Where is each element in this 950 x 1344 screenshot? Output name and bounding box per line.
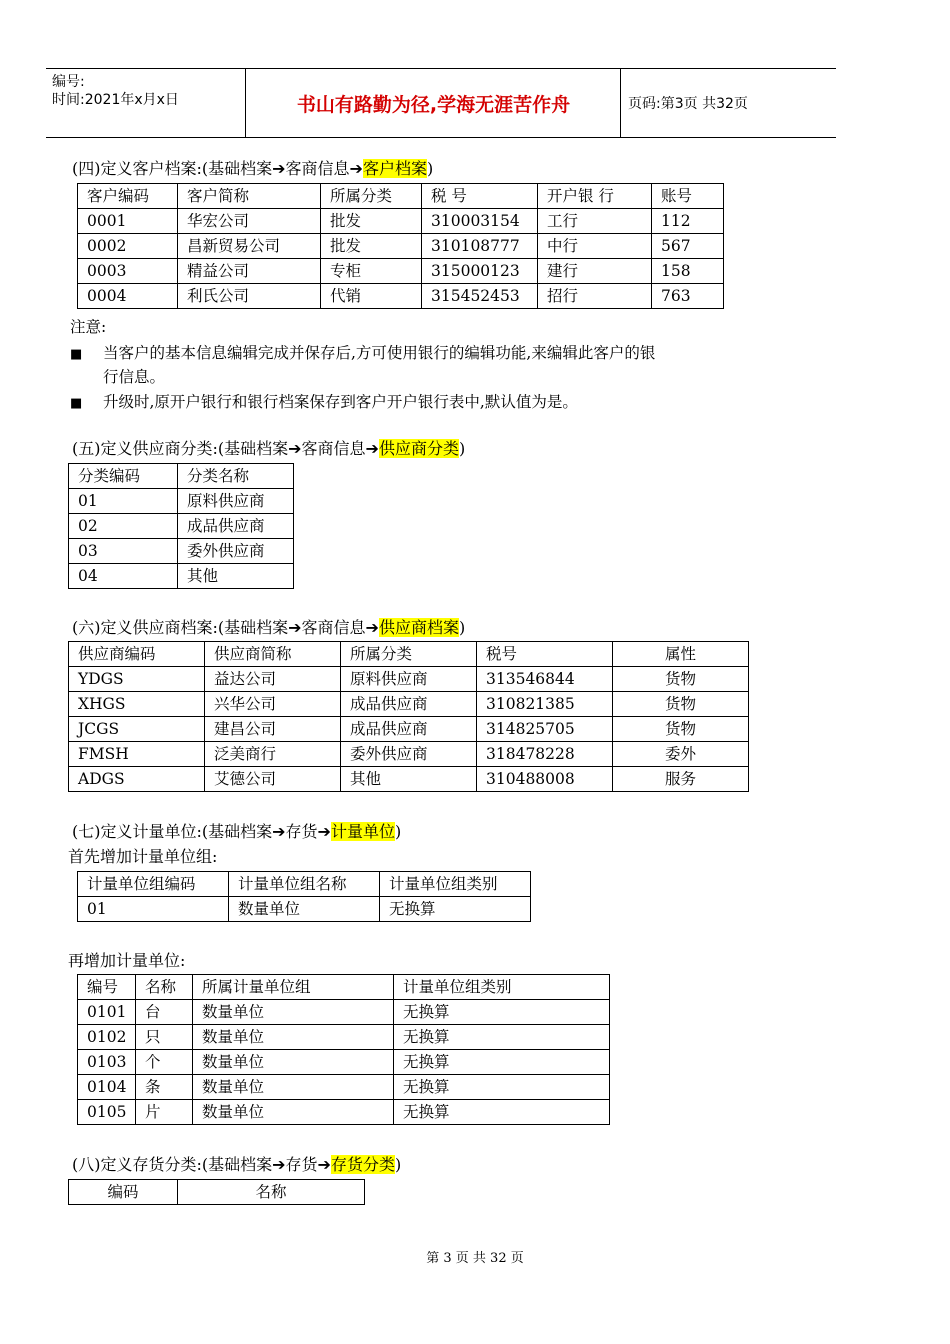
table-row [78, 1050, 610, 1075]
note-2: ■ 升级时,原开户银行和银行档案保存到客户开户银行表中,默认值为是。 [70, 393, 578, 411]
table-cell: 昌新贸易公司 [178, 234, 321, 259]
table-cell: 条 [136, 1075, 193, 1100]
table-header-cell: 客户编码 [78, 184, 178, 209]
table-cell: 数量单位 [193, 1100, 394, 1125]
table-cell: ADGS [69, 767, 205, 792]
table-cell: 代销 [321, 284, 422, 309]
table-cell: 无换算 [394, 1075, 610, 1100]
section-7-title: (七)定义计量单位:(基础档案➔存货➔计量单位) [72, 822, 402, 841]
table-cell: 0104 [78, 1075, 136, 1100]
table-header-row [69, 1180, 365, 1205]
supplier-class-table [68, 463, 294, 589]
section-5-title: (五)定义供应商分类:(基础档案➔客商信息➔供应商分类) [72, 439, 466, 458]
table-row [78, 234, 724, 259]
number-label: 编号: [52, 74, 85, 90]
table-header-cell: 所属分类 [321, 184, 422, 209]
table-cell: 只 [136, 1025, 193, 1050]
table-cell: 无换算 [394, 1050, 610, 1075]
arrow-icon: ➔ [272, 159, 286, 178]
table-cell: 310821385 [477, 692, 613, 717]
table-cell: 成品供应商 [178, 514, 294, 539]
table-cell: 泛美商行 [205, 742, 341, 767]
bullet-icon: ■ [70, 347, 83, 362]
unit-group-intro: 首先增加计量单位组: [68, 847, 218, 866]
table-cell: 0001 [78, 209, 178, 234]
table-row [78, 1075, 610, 1100]
arrow-icon: ➔ [349, 159, 363, 178]
table-cell: 利氏公司 [178, 284, 321, 309]
table-row [69, 667, 749, 692]
table-header-cell: 供应商简称 [205, 642, 341, 667]
table-header-row [78, 975, 610, 1000]
arrow-icon: ➔ [317, 1155, 331, 1174]
table-header-cell: 属性 [613, 642, 749, 667]
table-cell: 数量单位 [193, 1050, 394, 1075]
table-cell: 310108777 [422, 234, 538, 259]
arrow-icon: ➔ [365, 618, 379, 637]
arrow-icon: ➔ [272, 1155, 286, 1174]
table-cell: 0105 [78, 1100, 136, 1125]
table-cell: 数量单位 [229, 897, 380, 922]
table-cell: 其他 [341, 767, 477, 792]
customer-table [77, 183, 724, 309]
table-header-cell: 分类名称 [178, 464, 294, 489]
unit-intro: 再增加计量单位: [68, 951, 186, 970]
table-cell: 片 [136, 1100, 193, 1125]
table-header-cell: 税号 [477, 642, 613, 667]
header-page-label: 页码:第3页 共32页 [628, 96, 748, 112]
table-cell: 01 [78, 897, 229, 922]
table-cell: 中行 [538, 234, 652, 259]
table-cell: 货物 [613, 692, 749, 717]
table-row [78, 259, 724, 284]
table-cell: 精益公司 [178, 259, 321, 284]
table-cell: YDGS [69, 667, 205, 692]
table-cell: 成品供应商 [341, 692, 477, 717]
table-cell: 313546844 [477, 667, 613, 692]
table-header-cell: 名称 [178, 1180, 365, 1205]
table-cell: 158 [652, 259, 724, 284]
table-row [69, 489, 294, 514]
table-cell: 建昌公司 [205, 717, 341, 742]
inventory-class-table [68, 1179, 365, 1205]
arrow-icon: ➔ [288, 618, 302, 637]
table-row [78, 209, 724, 234]
section-4-title: (四)定义客户档案:(基础档案➔客商信息➔客户档案) [72, 159, 434, 178]
table-cell: 0102 [78, 1025, 136, 1050]
time-label: 时间:2021年x月x日 [52, 92, 179, 108]
table-cell: 华宏公司 [178, 209, 321, 234]
table-cell: 招行 [538, 284, 652, 309]
table-cell: 04 [69, 564, 178, 589]
table-header-cell: 税 号 [422, 184, 538, 209]
table-cell: 专柜 [321, 259, 422, 284]
page-header [46, 68, 836, 138]
table-header-cell: 所属分类 [341, 642, 477, 667]
table-cell: 数量单位 [193, 1000, 394, 1025]
section-6-title: (六)定义供应商档案:(基础档案➔客商信息➔供应商档案) [72, 618, 466, 637]
arrow-icon: ➔ [365, 439, 379, 458]
note-1-cont: 行信息。 [103, 368, 166, 386]
header-meta [46, 69, 246, 137]
table-row [69, 564, 294, 589]
page-footer: 第 3 页 共 32 页 [426, 1251, 524, 1266]
table-cell: 0101 [78, 1000, 136, 1025]
table-cell: 货物 [613, 717, 749, 742]
table-header-row [69, 464, 294, 489]
table-cell: 310488008 [477, 767, 613, 792]
table-cell: 763 [652, 284, 724, 309]
table-cell: 112 [652, 209, 724, 234]
table-cell: 314825705 [477, 717, 613, 742]
table-header-cell: 计量单位组类别 [394, 975, 610, 1000]
section-8-title: (八)定义存货分类:(基础档案➔存货➔存货分类) [72, 1155, 402, 1174]
table-cell: 台 [136, 1000, 193, 1025]
table-cell: 批发 [321, 209, 422, 234]
table-header-cell: 分类编码 [69, 464, 178, 489]
table-cell: 315000123 [422, 259, 538, 284]
table-cell: 艾德公司 [205, 767, 341, 792]
table-header-cell: 计量单位组编码 [78, 872, 229, 897]
table-cell: JCGS [69, 717, 205, 742]
supplier-table [68, 641, 749, 792]
table-cell: 567 [652, 234, 724, 259]
table-cell: 批发 [321, 234, 422, 259]
notes-title: 注意: [70, 318, 107, 336]
table-cell: 原料供应商 [341, 667, 477, 692]
table-cell: 0103 [78, 1050, 136, 1075]
table-cell: 无换算 [380, 897, 531, 922]
table-cell: 0003 [78, 259, 178, 284]
table-row [78, 284, 724, 309]
table-row [78, 1000, 610, 1025]
table-header-cell: 开户银 行 [538, 184, 652, 209]
table-cell: 个 [136, 1050, 193, 1075]
table-header-row [69, 642, 749, 667]
table-cell: 服务 [613, 767, 749, 792]
table-header-cell: 名称 [136, 975, 193, 1000]
table-cell: 货物 [613, 667, 749, 692]
table-row [69, 767, 749, 792]
table-header-cell: 计量单位组名称 [229, 872, 380, 897]
table-row [69, 692, 749, 717]
table-header-cell: 编号 [78, 975, 136, 1000]
table-header-row [78, 872, 531, 897]
table-cell: 工行 [538, 209, 652, 234]
table-row [69, 742, 749, 767]
header-motto: 书山有路勤为径,学海无涯苦作舟 [247, 69, 621, 137]
table-cell: FMSH [69, 742, 205, 767]
table-cell: 委外 [613, 742, 749, 767]
table-cell: 原料供应商 [178, 489, 294, 514]
table-row [69, 717, 749, 742]
table-cell: 318478228 [477, 742, 613, 767]
table-cell: 数量单位 [193, 1025, 394, 1050]
table-row [78, 1100, 610, 1125]
table-cell: 0004 [78, 284, 178, 309]
unit-group-table [77, 871, 531, 922]
note-1: ■ 当客户的基本信息编辑完成并保存后,方可使用银行的编辑功能,来编辑此客户的银 [70, 344, 656, 362]
arrow-icon: ➔ [272, 822, 286, 841]
table-cell: 兴华公司 [205, 692, 341, 717]
table-cell: 无换算 [394, 1025, 610, 1050]
table-cell: 成品供应商 [341, 717, 477, 742]
table-cell: XHGS [69, 692, 205, 717]
table-row [69, 514, 294, 539]
table-cell: 建行 [538, 259, 652, 284]
table-header-cell: 供应商编码 [69, 642, 205, 667]
table-cell: 委外供应商 [341, 742, 477, 767]
table-cell: 无换算 [394, 1000, 610, 1025]
table-header-row [78, 184, 724, 209]
table-cell: 01 [69, 489, 178, 514]
table-cell: 其他 [178, 564, 294, 589]
table-cell: 委外供应商 [178, 539, 294, 564]
table-row [69, 539, 294, 564]
table-cell: 310003154 [422, 209, 538, 234]
table-cell: 315452453 [422, 284, 538, 309]
table-cell: 02 [69, 514, 178, 539]
table-row [78, 897, 531, 922]
table-header-cell: 编码 [69, 1180, 178, 1205]
unit-table [77, 974, 610, 1125]
table-header-cell: 计量单位组类别 [380, 872, 531, 897]
arrow-icon: ➔ [317, 822, 331, 841]
table-header-cell: 客户简称 [178, 184, 321, 209]
table-cell: 益达公司 [205, 667, 341, 692]
bullet-icon: ■ [70, 396, 83, 411]
table-cell: 0002 [78, 234, 178, 259]
table-header-cell: 所属计量单位组 [193, 975, 394, 1000]
table-cell: 数量单位 [193, 1075, 394, 1100]
arrow-icon: ➔ [288, 439, 302, 458]
table-cell: 03 [69, 539, 178, 564]
table-row [78, 1025, 610, 1050]
table-header-cell: 账号 [652, 184, 724, 209]
table-cell: 无换算 [394, 1100, 610, 1125]
